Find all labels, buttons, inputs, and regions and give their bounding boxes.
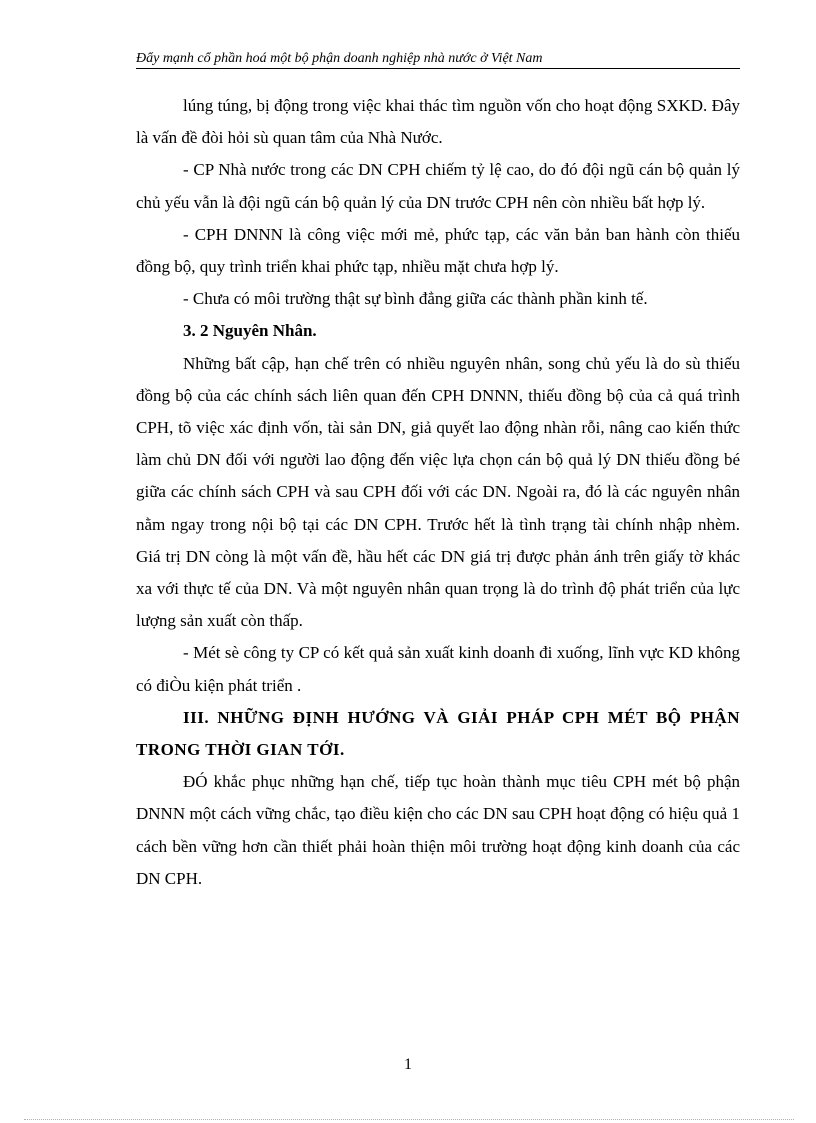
running-header-title: Đẩy mạnh cổ phần hoá một bộ phận doanh nghiệp nhà nước ở Việt Nam — [136, 51, 543, 66]
page-bottom-divider — [24, 1119, 794, 1120]
paragraph: - Mét sè công ty CP có kết quả sản xuất kinh doanh đi xuống, lĩnh vực KD không có điÒu kiện phát triển . — [136, 643, 740, 695]
paragraph: Những bất cập, hạn chế trên có nhiều nguyên nhân, song chủ yếu là do sù thiếu đồng bộ của các chính sách liên quan đến CPH DNNN, thiếu đồng bộ của cả quá trình CPH, tõ việc xác định vốn, tài sản DN, giả quyết lao động nhàn rỗi, nâng cao kiến thức làm chủ DN đối với người lao động đến việc lựa chọn cán bộ quả lý DN thiếu đồng bé giữa các chính sách CPH và sau CPH đối với các DN. Ngoài ra, đó là các nguyên nhân nằm ngay trong nội bộ tại các DN CPH. Trước hết là tình trạng tài chính nhập nhèm. Giá trị DN còng là một vấn đề, hầu hết các DN giá trị được phản ánh trên giấy tờ khác xa với thực tế của DN. Và một nguyên nhân quan trọng là do trình độ phát triển của lực lượng sản xuất còn thấp. — [136, 353, 740, 631]
paragraph: ĐÓ khắc phục những hạn chế, tiếp tục hoàn thành mục tiêu CPH mét bộ phận DNNN một cách vững chắc, tạo điều kiện cho các DN sau CPH hoạt động có hiệu quả 1 cách bền vững hơn cần thiết phải hoàn thiện môi trường hoạt động kinh doanh của các DN CPH. — [136, 772, 740, 888]
page-number: 1 — [404, 1056, 412, 1073]
running-header — [136, 50, 740, 69]
chapter-heading: III. NHỮNG ĐỊNH HƯỚNG VÀ GIẢI PHÁP CPH MÉT BỘ PHẬN TRONG THỜI GIAN TỚI. — [136, 707, 740, 760]
paragraph: - CP Nhà nước trong các DN CPH chiếm tỷ lệ cao, do đó đội ngũ cán bộ quản lý chủ yếu vẫn là đội ngũ cán bộ quản lý của DN trước CPH nên còn nhiều bất hợp lý. — [136, 160, 740, 212]
paragraph: lúng túng, bị động trong việc khai thác tìm nguồn vốn cho hoạt động SXKD. Đây là vấn đề đòi hỏi sù quan tâm của Nhà Nước. — [136, 96, 740, 148]
paragraph: - Chưa có môi trường thật sự bình đẳng giữa các thành phần kinh tế. — [183, 289, 648, 309]
section-heading: 3. 2 Nguyên Nhân. — [183, 321, 317, 341]
page-body — [136, 90, 740, 895]
paragraph: - CPH DNNN là công việc mới mẻ, phức tạp, các văn bản ban hành còn thiếu đồng bộ, quy trình triển khai phức tạp, nhiều mặt chưa hợp lý. — [136, 224, 740, 277]
